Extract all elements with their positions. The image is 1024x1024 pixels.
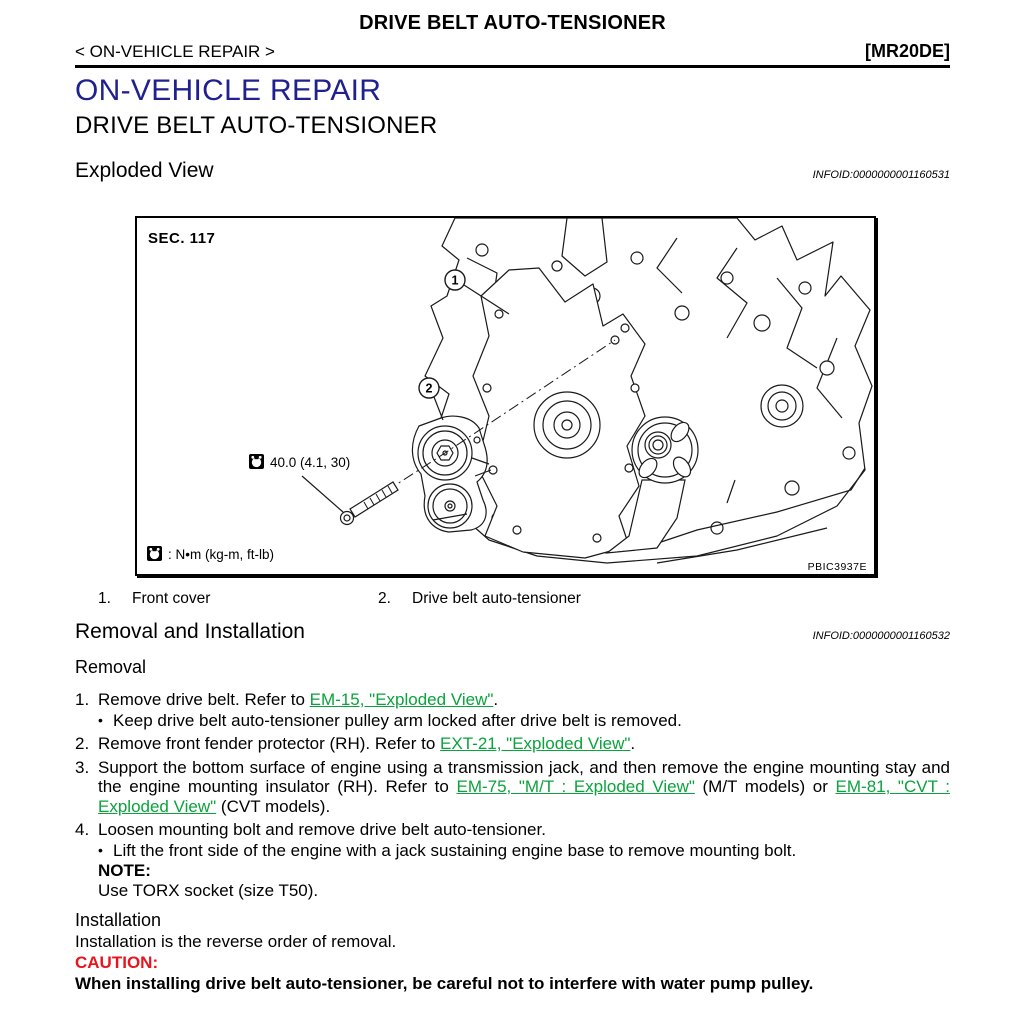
torque-wrench-icon (147, 546, 162, 561)
section-title: ON-VEHICLE REPAIR (75, 74, 382, 107)
step-4-text: Loosen mounting bolt and remove drive belt auto-tensioner. (98, 820, 546, 839)
step-3-mid-text: (M/T models) or (694, 777, 836, 796)
legend-text: : N•m (kg-m, ft-lb) (168, 547, 274, 562)
torque-wrench-icon (249, 454, 264, 469)
infoid-label: INFOID:0000000001160531 (812, 169, 950, 181)
breadcrumb: < ON-VEHICLE REPAIR > (75, 42, 275, 61)
step-1-bullet-text: Keep drive belt auto-tensioner pulley arm locked after drive belt is removed. (113, 710, 682, 730)
step-4-number: 4. (75, 820, 90, 839)
bullet-glyph: • (98, 841, 103, 858)
step-1-bullet (98, 711, 950, 731)
part-2-label: Drive belt auto-tensioner (412, 590, 581, 607)
caution-label: CAUTION: (75, 953, 159, 972)
step-3 (75, 758, 950, 817)
callout-2-number: 2 (425, 381, 433, 396)
callout-1-number: 1 (451, 273, 459, 288)
parts-list (75, 590, 950, 608)
torque-spec (249, 454, 350, 512)
note-text: Use TORX socket (size T50). (98, 880, 319, 900)
mounting-bolt-drawing (341, 482, 399, 525)
note-label: NOTE: (98, 861, 151, 880)
link-ext21-exploded-view[interactable]: EXT-21, "Exploded View" (440, 734, 631, 753)
link-em75-mt-exploded-view[interactable]: EM-75, "M/T : Exploded View" (456, 777, 695, 796)
step-2 (75, 734, 950, 754)
step-2-text: Remove front fender protector (RH). Refer to (98, 734, 441, 753)
infoid-label: INFOID:0000000001160532 (812, 630, 950, 642)
step-3-number: 3. (75, 757, 90, 777)
header-row (75, 41, 950, 68)
step-1-period: . (493, 690, 499, 709)
part-2-number: 2. (378, 590, 391, 607)
torque-legend (147, 546, 274, 562)
bullet-glyph: • (98, 711, 103, 728)
part-1-label: Front cover (132, 590, 211, 607)
caution-text: When installing drive belt auto-tensioner, be careful not to interfere with water pump pulley. (75, 974, 814, 993)
page-title: DRIVE BELT AUTO-TENSIONER (359, 12, 666, 34)
step-1 (75, 690, 950, 710)
link-em81-cvt-exploded-view[interactable]: EM-81, "CVT : Exploded View" (98, 777, 950, 816)
engine-diagram (137, 218, 874, 574)
figure-code: PBIC3937E (807, 561, 867, 573)
removal-installation-heading: Removal and Installation (75, 620, 305, 643)
subsection-title: DRIVE BELT AUTO-TENSIONER (75, 112, 438, 139)
sec-label: SEC. 117 (148, 230, 216, 247)
torque-value: 40.0 (4.1, 30) (270, 455, 351, 470)
removal-heading: Removal (75, 657, 147, 677)
step-3-end-text: (CVT models). (216, 796, 331, 816)
step-4-bullet (98, 841, 950, 861)
step-1-text: Remove drive belt. Refer to (98, 690, 310, 709)
exploded-view-heading-row (75, 159, 950, 182)
exploded-view-heading: Exploded View (75, 159, 214, 182)
step-2-period: . (630, 734, 636, 753)
idler-pulley-drawing (761, 385, 803, 427)
installation-heading: Installation (75, 910, 162, 930)
step-3-text: Support the bottom surface of engine using a transmission jack, and then remove the engine mounting stay and the engine mounting insulator (RH). Refer to (98, 757, 950, 796)
installation-text: Installation is the reverse order of removal. (75, 932, 397, 951)
link-em15-exploded-view[interactable]: EM-15, "Exploded View" (309, 690, 494, 709)
part-1-number: 1. (98, 590, 111, 607)
step-4-bullet-text: Lift the front side of the engine with a jack sustaining engine base to remove mounting bolt. (113, 840, 797, 860)
step-2-number: 2. (75, 734, 90, 753)
tensioner-drawing (412, 416, 491, 532)
engine-code-badge: [MR20DE] (864, 41, 950, 61)
exploded-view-figure (135, 216, 876, 576)
removal-steps (75, 690, 950, 900)
removal-installation-heading-row (75, 620, 950, 643)
step-4 (75, 820, 950, 840)
step-1-number: 1. (75, 690, 90, 709)
